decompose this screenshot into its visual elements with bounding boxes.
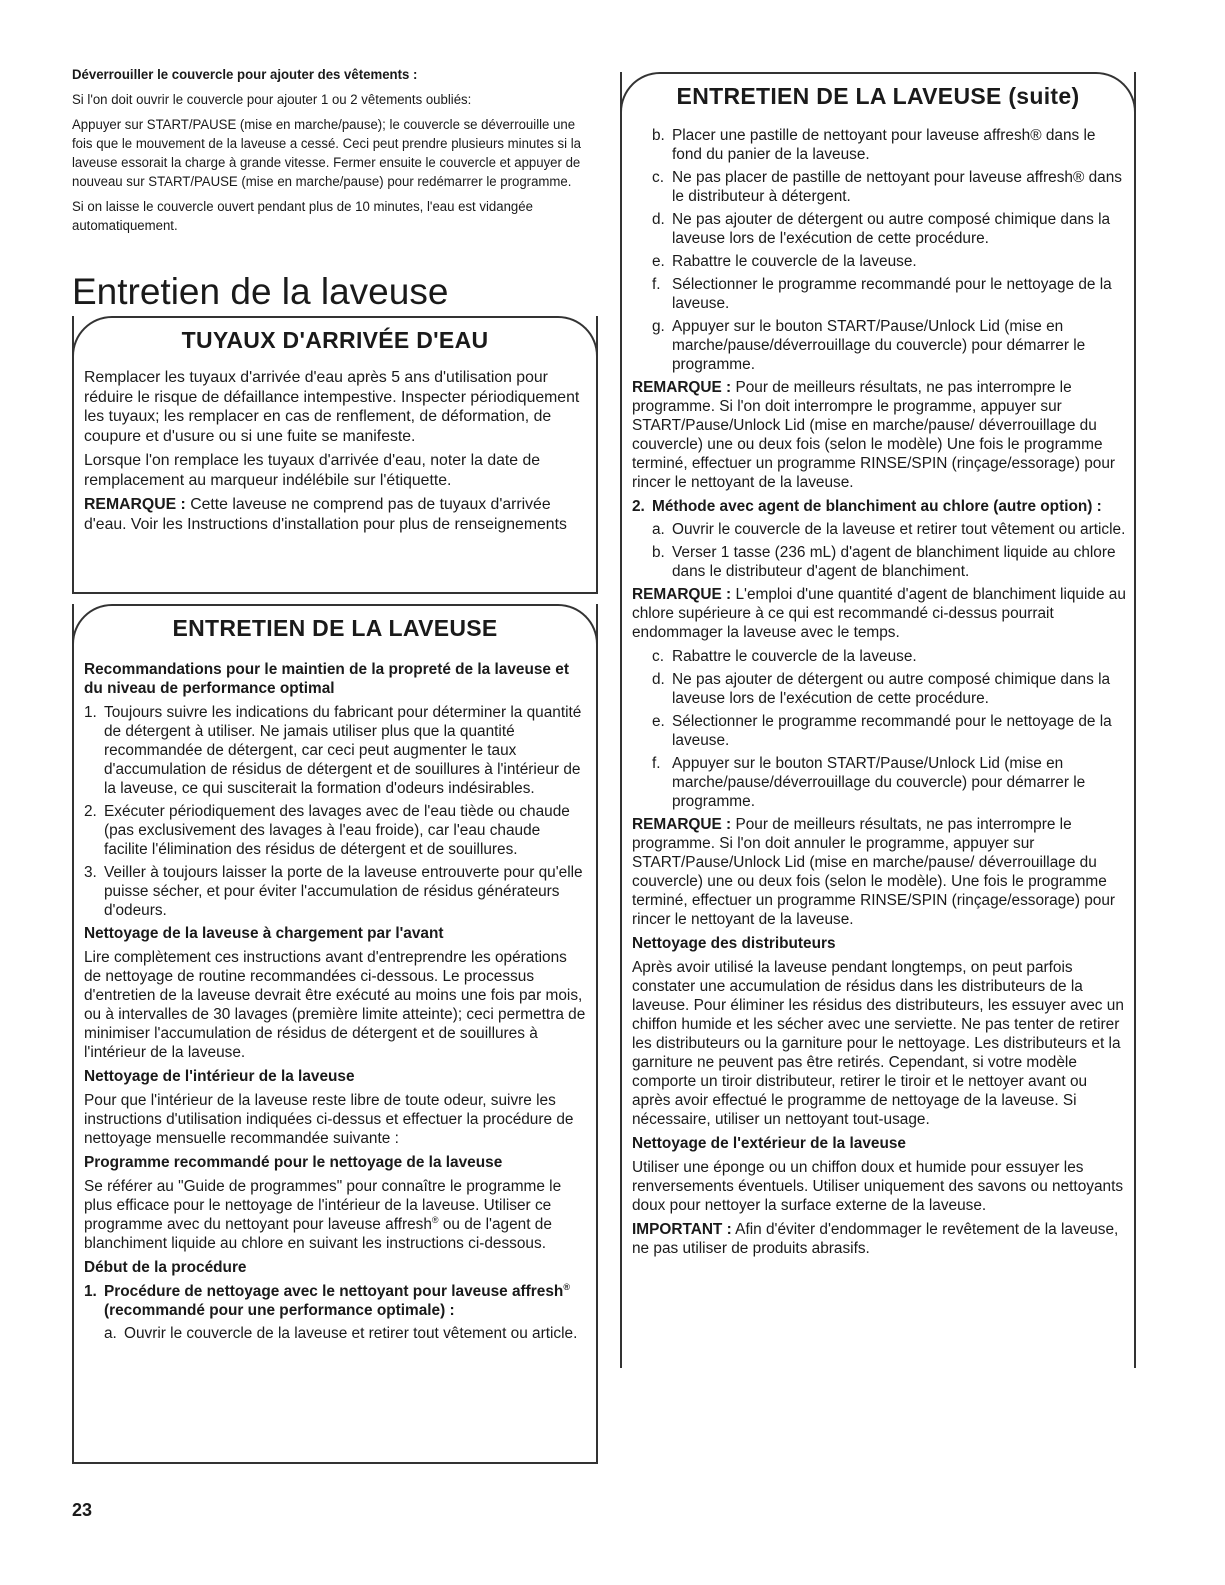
section-heading: Nettoyage de la laveuse à chargement par l'avant: [84, 925, 444, 942]
water-hoses-box: [72, 316, 598, 594]
item-marker: f.: [652, 276, 661, 293]
intro-paragraph: Appuyer sur START/PAUSE (mise en marche/pause); le couvercle se déverrouille une fois que le mouvement de la laveuse a cessé. Ceci peut prendre plusieurs minutes si la laveuse essorait la charge à grande vitesse. Fermer ensuite le couvercle et appuyer de nouveau sur START/PAUSE (mise en marche/pause) pour redémarrer le programme.: [72, 117, 582, 190]
note-label: REMARQUE :: [632, 816, 732, 833]
intro-paragraph: Si l'on doit ouvrir le couvercle pour ajouter 1 ou 2 vêtements oubliés:: [72, 92, 472, 108]
list-item: [632, 670, 1126, 708]
list-item: [632, 210, 1126, 248]
section-paragraph: Utiliser une éponge ou un chiffon doux et humide pour essuyer les renversements éventuels. Utiliser uniquement des savons ou nettoyants doux pour nettoyer la surface externe de la laveuse.: [632, 1159, 1124, 1214]
page-number: 23: [72, 1500, 93, 1520]
list-item: [84, 1324, 586, 1343]
box-paragraph: Remplacer les tuyaux d'arrivée d'eau après 5 ans d'utilisation pour réduire le risque de défaillance intempestive. Inspecter périodiquement les tuyaux; les remplacer en cas de renflement, de déformation, de coupure et d'usure ou si une fuite se manifeste.: [84, 369, 580, 445]
box-note: [632, 585, 1126, 642]
item-marker: c.: [652, 648, 664, 665]
item-text: Placer une pastille de nettoyant pour laveuse affresh® dans le fond du panier de la laveuse.: [672, 127, 1096, 163]
box-note: [84, 495, 586, 534]
box-title: TUYAUX D'ARRIVÉE D'EAU: [181, 326, 489, 353]
list-item: [632, 317, 1126, 374]
text-span: (recommandé pour une performance optimale) :: [104, 1302, 455, 1319]
item-marker: g.: [652, 318, 665, 335]
recommendation-list: [84, 703, 586, 920]
item-text: Ouvrir le couvercle de la laveuse et retirer tout vêtement ou article.: [124, 1325, 578, 1342]
list-item: [632, 520, 1126, 539]
box-title: ENTRETIEN DE LA LAVEUSE (suite): [676, 82, 1080, 109]
registered-mark: ®: [431, 1214, 439, 1225]
item-text: Ne pas ajouter de détergent ou autre composé chimique dans la laveuse lors de l'exécution de cette procédure.: [672, 671, 1111, 707]
page-title: Entretien de la laveuse: [72, 271, 449, 312]
intro-heading: Déverrouiller le couvercle pour ajouter des vêtements :: [72, 67, 418, 83]
item-marker: b.: [652, 127, 665, 144]
list-item: [84, 703, 586, 798]
text-span: ou de l'agent de blanchiment liquide au chlore en suivant les instructions ci-dessous.: [84, 1216, 552, 1252]
section-heading: Recommandations pour le maintien de la propreté de la laveuse et du niveau de performance optimal: [84, 661, 569, 697]
box-paragraph: Lorsque l'on remplace les tuyaux d'arrivée d'eau, noter la date de remplacement au marqueur indélébile sur l'étiquette.: [84, 452, 541, 489]
section-heading: Nettoyage de l'extérieur de la laveuse: [632, 1135, 906, 1152]
item-text: Rabattre le couvercle de la laveuse.: [672, 253, 917, 270]
text-span: Se référer au "Guide de programmes" pour connaître le programme le plus efficace pour le nettoyage de l'intérieur de la laveuse. Utiliser ce programme avec du nettoyant pour laveuse affresh: [84, 1178, 562, 1233]
item-text: Ouvrir le couvercle de la laveuse et retirer tout vêtement ou article.: [672, 521, 1126, 538]
note-text: Pour de meilleurs résultats, ne pas interrompre le programme. Si l'on doit annuler le programme, appuyer sur START/Pause/Unlock Lid (mise en marche/pause/ déverrouillage du couvercle) une ou deux fois (selon le modèle). Une fois le programme terminé, effectuer un programme RINSE/SPIN (rinçage/essorage) pour rincer le nettoyant de la laveuse.: [632, 816, 1116, 928]
item-text: Méthode avec agent de blanchiment au chlore (autre option) :: [652, 498, 1102, 515]
item-text: Appuyer sur le bouton START/Pause/Unlock Lid (mise en marche/pause/déverrouillage du couvercle) pour démarrer le programme.: [672, 318, 1086, 373]
section-paragraph: Après avoir utilisé la laveuse pendant longtemps, on peut parfois constater une accumulation de résidus dans les distributeurs de la laveuse. Pour éliminer les résidus des distributeurs, les essuyer avec un chiffon humide et les sécher avec une serviette. Ne pas tenter de retirer les distributeurs ou la garniture pour le nettoyage. Les distributeurs et la garniture ne peuvent pas être retirés. Cependant, si votre modèle comporte un tiroir distributeur, retirer le tiroir et le nettoyer avant ou après avoir effectué le programme de nettoyage de la laveuse. Si nécessaire, utiliser un nettoyant tout-usage.: [632, 959, 1124, 1128]
note-text: L'emploi d'une quantité d'agent de blanchiment liquide au chlore supérieure à ce qui est recommandé ci-dessus pourrait endommager la laveuse avec le temps.: [632, 586, 1126, 641]
list-item: [632, 497, 1126, 516]
item-letter: a.: [104, 1325, 117, 1342]
list-item: [632, 543, 1126, 581]
note-text: Cette laveuse ne comprend pas de tuyaux d'arrivée d'eau. Voir les Instructions d'installation pour plus de renseignements: [84, 496, 567, 533]
step-list: [632, 647, 1126, 811]
list-item: [632, 252, 1126, 271]
section-paragraph: [84, 1177, 586, 1253]
box-note: [632, 815, 1126, 929]
item-marker: d.: [652, 671, 665, 688]
item-marker: e.: [652, 713, 665, 730]
step-list: [632, 126, 1126, 374]
list-item: [84, 802, 586, 859]
list-item: [632, 754, 1126, 811]
note-label: IMPORTANT :: [632, 1221, 732, 1238]
list-item: [632, 712, 1126, 750]
box-note: [632, 378, 1126, 492]
item-text: Sélectionner le programme recommandé pour le nettoyage de la laveuse.: [672, 276, 1112, 312]
list-item: [632, 275, 1126, 313]
item-marker: 3.: [84, 864, 97, 881]
item-marker: b.: [652, 544, 665, 561]
step-list: [632, 520, 1126, 581]
list-item: [84, 1282, 586, 1320]
item-text: Rabattre le couvercle de la laveuse.: [672, 648, 917, 665]
box-title: ENTRETIEN DE LA LAVEUSE: [172, 614, 498, 641]
item-text: Sélectionner le programme recommandé pour le nettoyage de la laveuse.: [672, 713, 1112, 749]
list-item: [632, 647, 1126, 666]
item-marker: e.: [652, 253, 665, 270]
section-heading: Début de la procédure: [84, 1259, 247, 1276]
washer-care-box: [72, 604, 598, 1464]
list-item: [632, 168, 1126, 206]
item-marker: f.: [652, 755, 661, 772]
item-marker: d.: [652, 211, 665, 228]
item-text: Appuyer sur le bouton START/Pause/Unlock Lid (mise en marche/pause/déverrouillage du couvercle) pour démarrer le programme.: [672, 755, 1086, 810]
list-item: [84, 863, 586, 920]
section-heading: Nettoyage des distributeurs: [632, 935, 836, 952]
list-item: [632, 126, 1126, 164]
item-text: Veiller à toujours laisser la porte de la laveuse entrouverte pour qu'elle puisse sécher, et pour éviter l'accumulation de résidus générateurs d'odeurs.: [104, 864, 583, 919]
section-heading: Programme recommandé pour le nettoyage de la laveuse: [84, 1154, 503, 1171]
washer-care-continued-box: [620, 72, 1136, 1368]
item-number: 2.: [632, 498, 645, 515]
important-note: [632, 1220, 1126, 1258]
registered-mark: ®: [563, 1281, 570, 1292]
item-text: Ne pas placer de pastille de nettoyant pour laveuse affresh® dans le distributeur à détergent.: [672, 169, 1122, 205]
section-heading: Nettoyage de l'intérieur de la laveuse: [84, 1068, 355, 1085]
item-marker: 1.: [84, 704, 97, 721]
note-label: REMARQUE :: [84, 496, 186, 513]
text-span: Procédure de nettoyage avec le nettoyant pour laveuse affresh: [104, 1283, 564, 1300]
note-text: Pour de meilleurs résultats, ne pas interrompre le programme. Si l'on doit interrompre le programme, appuyer sur START/Pause/Unlock Lid (mise en marche/pause/ déverrouillage du couvercle) une ou deux fois (selon le modèle) Une fois le programme terminé, effectuer un programme RINSE/SPIN (rinçage/essorage) pour rincer le nettoyant de la laveuse.: [632, 379, 1116, 491]
intro-paragraph: Si on laisse le couvercle ouvert pendant plus de 10 minutes, l'eau est vidangée automatiquement.: [72, 199, 533, 234]
section-paragraph: Pour que l'intérieur de la laveuse reste libre de toute odeur, suivre les instructions d'utilisation indiquées ci-dessus et effectuer la procédure de nettoyage mensuelle recommandée suivante :: [84, 1092, 574, 1147]
item-number: 1.: [84, 1283, 97, 1300]
item-marker: 2.: [84, 803, 97, 820]
item-text: Verser 1 tasse (236 mL) d'agent de blanchiment liquide au chlore dans le distributeur d'agent de blanchiment.: [672, 544, 1116, 580]
item-text: Toujours suivre les indications du fabricant pour déterminer la quantité de détergent à utiliser. Ne jamais utiliser plus que la quantité recommandée de détergent, car ceci peut augmenter le taux d'accumulation de résidus de détergent et de souillures à l'intérieur de la laveuse, ce qui susciterait la formation d'odeurs indésirables.: [104, 704, 582, 797]
note-text: Afin d'éviter d'endommager le revêtement de la laveuse, ne pas utiliser de produits abrasifs.: [632, 1221, 1119, 1257]
item-text: Ne pas ajouter de détergent ou autre composé chimique dans la laveuse lors de l'exécution de cette procédure.: [672, 211, 1111, 247]
note-label: REMARQUE :: [632, 586, 732, 603]
note-label: REMARQUE :: [632, 379, 732, 396]
item-text: Exécuter périodiquement des lavages avec de l'eau tiède ou chaude (pas exclusivement des lavages à l'eau froide), car l'eau chaude facilite l'élimination des résidus de détergent et de souillures.: [104, 803, 570, 858]
item-marker: c.: [652, 169, 664, 186]
section-paragraph: Lire complètement ces instructions avant d'entreprendre les opérations de nettoyage de routine recommandées ci-dessous. Le processus d'entretien de la laveuse devrait être exécuté au moins une fois par mois, ou à intervalles de 30 lavages (première limite atteinte); ceci permettra de minimiser l'accumulation de résidus de détergent et de souillures à l'intérieur de la laveuse.: [84, 949, 586, 1061]
item-marker: a.: [652, 521, 665, 538]
intro-section: [72, 66, 596, 242]
